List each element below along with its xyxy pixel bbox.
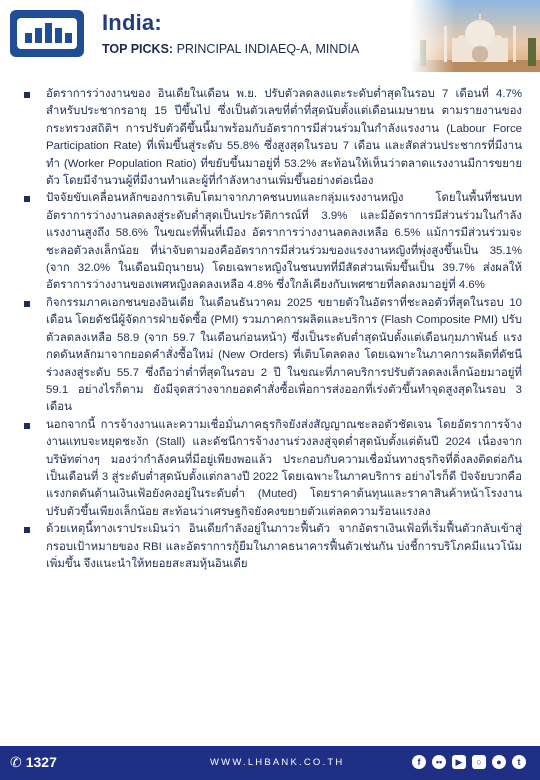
bank-logo xyxy=(10,10,84,57)
subtitle-picks: PRINCIPAL INDIAEQ-A, MINDIA xyxy=(173,42,360,56)
news-list xyxy=(22,86,522,573)
bullet-icon xyxy=(24,196,30,202)
item-text: กิจกรรมภาคเอกชนของอินเดีย ในเดือนธันวาคม 2025 ขยายตัวในอัตราที่ชะลอตัวที่สุดในรอบ 10 เดือน โดยดัชนีผู้จัดการฝ่ายจัดซื้อ (PMI) รวมภาคการผลิตและบริการ (Flash Composite PMI) ปรับตัวลดลงเหลือ 58.9 (จาก 59.7 ในเดือนก่อนหน้า) ซึ่งเป็นระดับต่ำสุดนับตั้งแต่เดือนกุมภาพันธ์ แรงกดดันหลักมาจากยอดคำสั่งซื้อใหม่ (New Orders) ที่เติบโตลดลง โดยเฉพาะในภาคการผลิตที่ดัชนีร่วงลงสู่ระดับ 55.7 ซึ่งถือว่าต่ำที่สุดในรอบ 2 ปี ในขณะที่ภาคบริการปรับตัวลดลงเล็กน้อยมาอยู่ที่ 59.1 อย่างไรก็ตาม ยังมีจุดสว่างจากยอดคำสั่งซื้อเพื่อการส่งออกที่เร่งตัวขึ้นทำจุดสูงสุดในรอบ 3 เดือน xyxy=(46,296,522,414)
list-item xyxy=(22,417,522,521)
list-item xyxy=(22,86,522,190)
item-text: นอกจากนี้ การจ้างงานและความเชื่อมั่นภาคธุรกิจยังส่งสัญญาณชะลอตัวชัดเจน โดยอัตราการจ้างงานแทบจะหยุดชะงัก (Stall) และดัชนีการจ้างงานร่วงลงสู่จุดต่ำสุดนับตั้งแต่ต้นปี 2024 เนื่องจากบริษัทต่างๆ มองว่ากำลังคนที่มีอยู่เพียงพอแล้ว ประกอบกับความเชื่อมั่นทางธุรกิจที่ดิ่งลงติดต่อกันเป็นเดือนที่ 3 สู่ระดับต่ำสุดนับตั้งแต่กลางปี 2022 โดยเฉพาะในภาคบริการ อย่างไรก็ดี ปัจจัยบวกคือแรงกดดันด้านเงินเฟ้อยังคงอยู่ในระดับต่ำ (Muted) โดยราคาต้นทุนและราคาสินค้าหน้าโรงงานปรับตัวขึ้นเพียงเล็กน้อย สะท้อนว่าเศรษฐกิจยังคงขยายตัวแต่ลดความร้อนแรงลง xyxy=(46,418,522,518)
bullet-icon xyxy=(24,423,30,429)
line-icon[interactable]: ● xyxy=(492,755,506,769)
twitter-icon[interactable]: t xyxy=(512,755,526,769)
phone-icon: ✆ xyxy=(10,754,22,770)
youtube-icon[interactable]: ▶ xyxy=(452,755,466,769)
item-text: ด้วยเหตุนี้ทางเราประเมินว่า อินเดียกำลังอยู่ในภาวะฟื้นตัว จากอัตราเงินเฟ้อที่เริ่มฟื้นตัวกลับเข้าสู่กรอบเป้าหมายของ RBI และอัตราการกู้ยืมในภาคธนาคารฟื้นตัวเช่นกัน บ่งชี้การบริโภคมีแนวโน้มเพิ่มขึ้น จึงแนะนำให้ทยอยสะสมหุ้นอินเดีย xyxy=(46,523,522,570)
call-center[interactable] xyxy=(10,754,57,771)
taj-mahal-image xyxy=(410,0,540,72)
subtitle-label: TOP PICKS: xyxy=(102,42,174,56)
phone-number: 1327 xyxy=(25,754,57,770)
item-text: ปัจจัยขับเคลื่อนหลักของการเติบโตมาจากภาคชนบทและกลุ่มแรงงานหญิง โดยในพื้นที่ชนบท อัตราการว่างงานลดลงสู่ระดับต่ำสุดเป็นประวัติการณ์ที่ 3.9% และมีอัตราการมีส่วนร่วมในกำลังแรงงานสูงถึง 58.6% ในขณะที่พื้นที่เมือง อัตราการว่างงานลดลงเหลือ 6.5% แม้การมีส่วนร่วมจะชะลอตัวลงเล็กน้อย ที่น่าจับตามองคืออัตราการมีส่วนร่วมของแรงงานหญิงที่พุ่งสูงขึ้นเป็น 35.1% (จาก 32.0% ในเดือนมิถุนายน) โดยเฉพาะหญิงในชนบทที่มีสัดส่วนเพิ่มขึ้นเป็น 39.7% ส่งผลให้อัตราการว่างงานของเพศหญิงลดลงเหลือ 4.8% ซึ่งใกล้เคียงกับเพศชายที่ลดลงมาอยู่ที่ 4.6% xyxy=(46,192,522,292)
bullet-icon xyxy=(24,527,30,533)
list-item xyxy=(22,190,522,294)
social-links xyxy=(412,755,526,769)
list-item xyxy=(22,521,522,573)
instagram-icon[interactable]: ○ xyxy=(472,755,486,769)
page-subtitle xyxy=(102,42,359,56)
bullet-icon xyxy=(24,92,30,98)
page-header xyxy=(0,0,540,72)
page-title: India: xyxy=(102,10,162,35)
website-link[interactable]: WWW.LHBANK.CO.TH xyxy=(210,757,345,768)
facebook-icon[interactable]: f xyxy=(412,755,426,769)
bullet-icon xyxy=(24,301,30,307)
list-item xyxy=(22,295,522,417)
item-text: อัตราการว่างงานของ อินเดียในเดือน พ.ย. ปรับตัวลดลงแตะระดับต่ำสุดในรอบ 7 เดือนที่ 4.7% สำหรับประชากรอายุ 15 ปีขึ้นไป ซึ่งเป็นตัวเลขที่ต่ำที่สุดนับตั้งแต่เดือนเมษายน ตามรายงานของกระทรวงสถิติฯ การปรับตัวดีขึ้นนี้มาพร้อมกับอัตราการมีส่วนร่วมในกำลังแรงงาน (Labour Force Participation Rate) ที่เพิ่มขึ้นสู่ระดับ 55.8% ซึ่งสูงสุดในรอบ 7 เดือน และสัดส่วนประชากรที่มีงานทำ (Worker Population Ratio) ที่ขยับขึ้นมาอยู่ที่ 53.2% สะท้อนให้เห็นว่าตลาดแรงงานมีการขยายตัว โดยมีจำนวนผู้ที่มีงานทำและผู้ที่กำลังหางานเพิ่มขึ้นอย่างต่อเนื่อง xyxy=(46,88,522,188)
page-footer xyxy=(0,746,540,780)
flickr-icon[interactable]: •• xyxy=(432,755,446,769)
